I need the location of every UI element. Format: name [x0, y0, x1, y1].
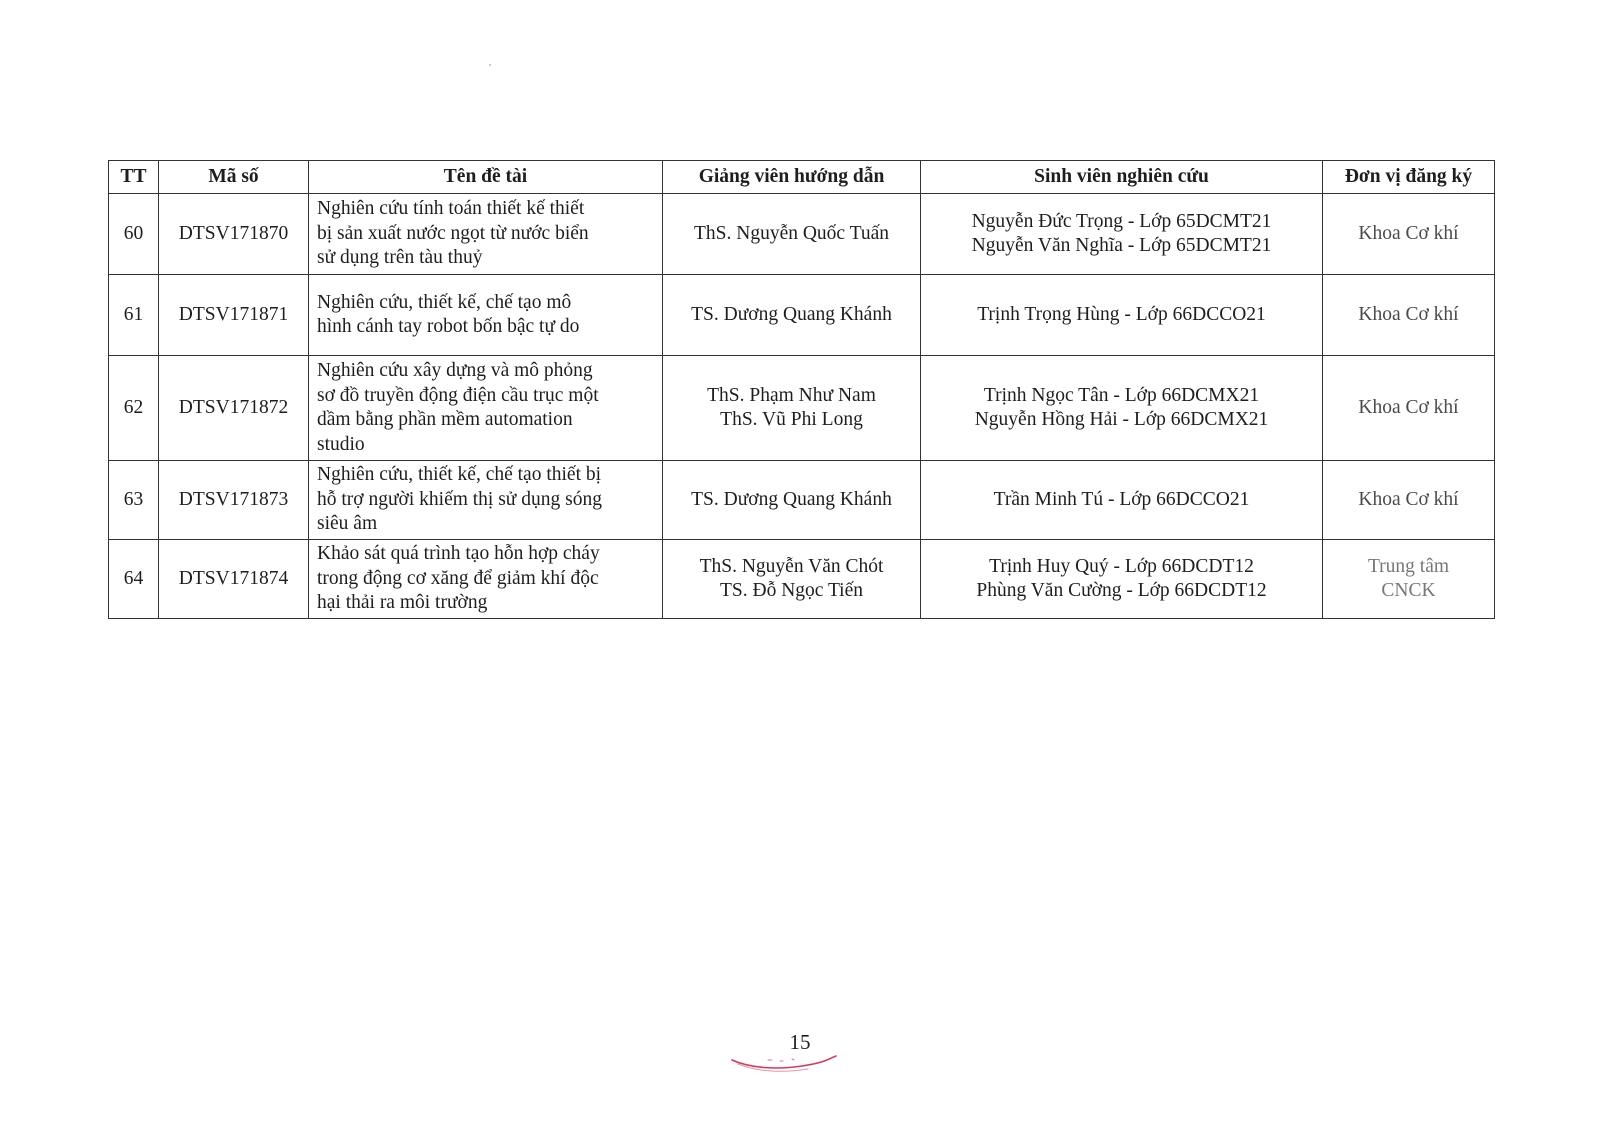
cell-don-vi [1323, 194, 1495, 275]
cell-tt: 60 [109, 194, 159, 275]
cell-ten-de-tai [309, 194, 663, 275]
table-row [109, 356, 1495, 461]
topic-line: dầm bằng phần mềm automation [317, 409, 573, 430]
page-number: 15 [789, 1030, 811, 1054]
topic-line: hỗ trợ người khiếm thị sử dụng sóng [317, 488, 602, 510]
header-don-vi: Đơn vị đăng ký [1323, 161, 1495, 194]
advisor-name: TS. Dương Quang Khánh [691, 303, 892, 325]
cell-ten-de-tai [309, 461, 663, 540]
unit-name: Khoa Cơ khí [1358, 396, 1459, 418]
table-row [109, 461, 1495, 540]
topic-line: Nghiên cứu, thiết kế, chế tạo mô [317, 291, 572, 313]
cell-don-vi [1323, 275, 1495, 356]
cell-ma-so: DTSV171870 [159, 194, 309, 275]
cell-tt: 63 [109, 461, 159, 540]
research-topics-table [108, 160, 1495, 619]
cell-giang-vien [663, 356, 921, 461]
table-row [109, 194, 1495, 275]
table-row [109, 275, 1495, 356]
cell-tt: 64 [109, 540, 159, 619]
student-name: Phùng Văn Cường - Lớp 66DCDT12 [976, 580, 1267, 601]
cell-tt: 62 [109, 356, 159, 461]
cell-sinh-vien [921, 275, 1323, 356]
cell-sinh-vien [921, 356, 1323, 461]
cell-ten-de-tai [309, 356, 663, 461]
topic-line: sử dụng trên tàu thuỷ [317, 247, 483, 269]
student-name: Nguyễn Đức Trọng - Lớp 65DCMT21 [971, 210, 1272, 232]
scan-speck [489, 64, 491, 66]
cell-don-vi [1323, 540, 1495, 619]
cell-tt: 61 [109, 275, 159, 356]
advisor-name: ThS. Nguyễn Quốc Tuấn [693, 222, 889, 244]
unit-name: Trung tâm [1367, 555, 1450, 577]
topic-line: Nghiên cứu xây dựng và mô phỏng [317, 360, 593, 381]
topic-line: Nghiên cứu tính toán thiết kế thiết [317, 198, 585, 220]
header-ten-de-tai: Tên đề tài [309, 161, 663, 194]
cell-sinh-vien [921, 461, 1323, 540]
table-row [109, 540, 1495, 619]
topic-line: Khảo sát quá trình tạo hỗn hợp cháy [317, 543, 600, 565]
table-header-row [109, 161, 1495, 194]
cell-don-vi [1323, 356, 1495, 461]
topic-line: bị sản xuất nước ngọt từ nước biển [317, 222, 589, 244]
topic-line: trong động cơ xăng để giảm khí độc [317, 567, 599, 589]
unit-name: Khoa Cơ khí [1358, 303, 1459, 325]
student-name: Trịnh Huy Quý - Lớp 66DCDT12 [989, 555, 1254, 577]
cell-sinh-vien [921, 540, 1323, 619]
topic-line: studio [317, 433, 365, 455]
cell-ma-so: DTSV171874 [159, 540, 309, 619]
student-name: Nguyễn Hồng Hải - Lớp 66DCMX21 [974, 409, 1269, 430]
topic-line: sơ đồ truyền động điện cầu trục một [317, 384, 599, 406]
cell-ma-so: DTSV171872 [159, 356, 309, 461]
cell-ma-so: DTSV171873 [159, 461, 309, 540]
topic-line: siêu âm [317, 513, 378, 535]
cell-giang-vien [663, 540, 921, 619]
student-name: Nguyễn Văn Nghĩa - Lớp 65DCMT21 [971, 235, 1272, 256]
header-sinh-vien: Sinh viên nghiên cứu [921, 161, 1323, 194]
advisor-name: ThS. Nguyễn Văn Chót [699, 555, 884, 577]
cell-ten-de-tai [309, 275, 663, 356]
unit-name: Khoa Cơ khí [1358, 488, 1459, 510]
student-name: Trịnh Trọng Hùng - Lớp 66DCCO21 [977, 303, 1266, 325]
student-name: Trịnh Ngọc Tân - Lớp 66DCMX21 [983, 384, 1260, 406]
student-name: Trần Minh Tú - Lớp 66DCCO21 [993, 488, 1250, 510]
cell-ten-de-tai [309, 540, 663, 619]
advisor-name: TS. Dương Quang Khánh [691, 488, 892, 510]
advisor-name: TS. Đỗ Ngọc Tiến [719, 580, 864, 601]
header-ma-so: Mã số [159, 161, 309, 194]
advisor-name: ThS. Phạm Như Nam [707, 384, 876, 406]
topic-line: Nghiên cứu, thiết kế, chế tạo thiết bị [317, 464, 602, 486]
unit-name: Khoa Cơ khí [1358, 222, 1459, 244]
cell-don-vi [1323, 461, 1495, 540]
advisor-name: ThS. Vũ Phi Long [720, 409, 863, 430]
cell-sinh-vien [921, 194, 1323, 275]
cell-giang-vien [663, 194, 921, 275]
cell-giang-vien [663, 275, 921, 356]
cell-giang-vien [663, 461, 921, 540]
unit-name: CNCK [1381, 580, 1436, 601]
cell-ma-so: DTSV171871 [159, 275, 309, 356]
topic-line: hại thải ra môi trường [317, 592, 488, 614]
header-giang-vien: Giảng viên hướng dẫn [663, 161, 921, 194]
topic-line: hình cánh tay robot bốn bậc tự do [317, 316, 580, 337]
seal-stamp-mark [728, 1054, 840, 1084]
header-tt: TT [109, 161, 159, 194]
